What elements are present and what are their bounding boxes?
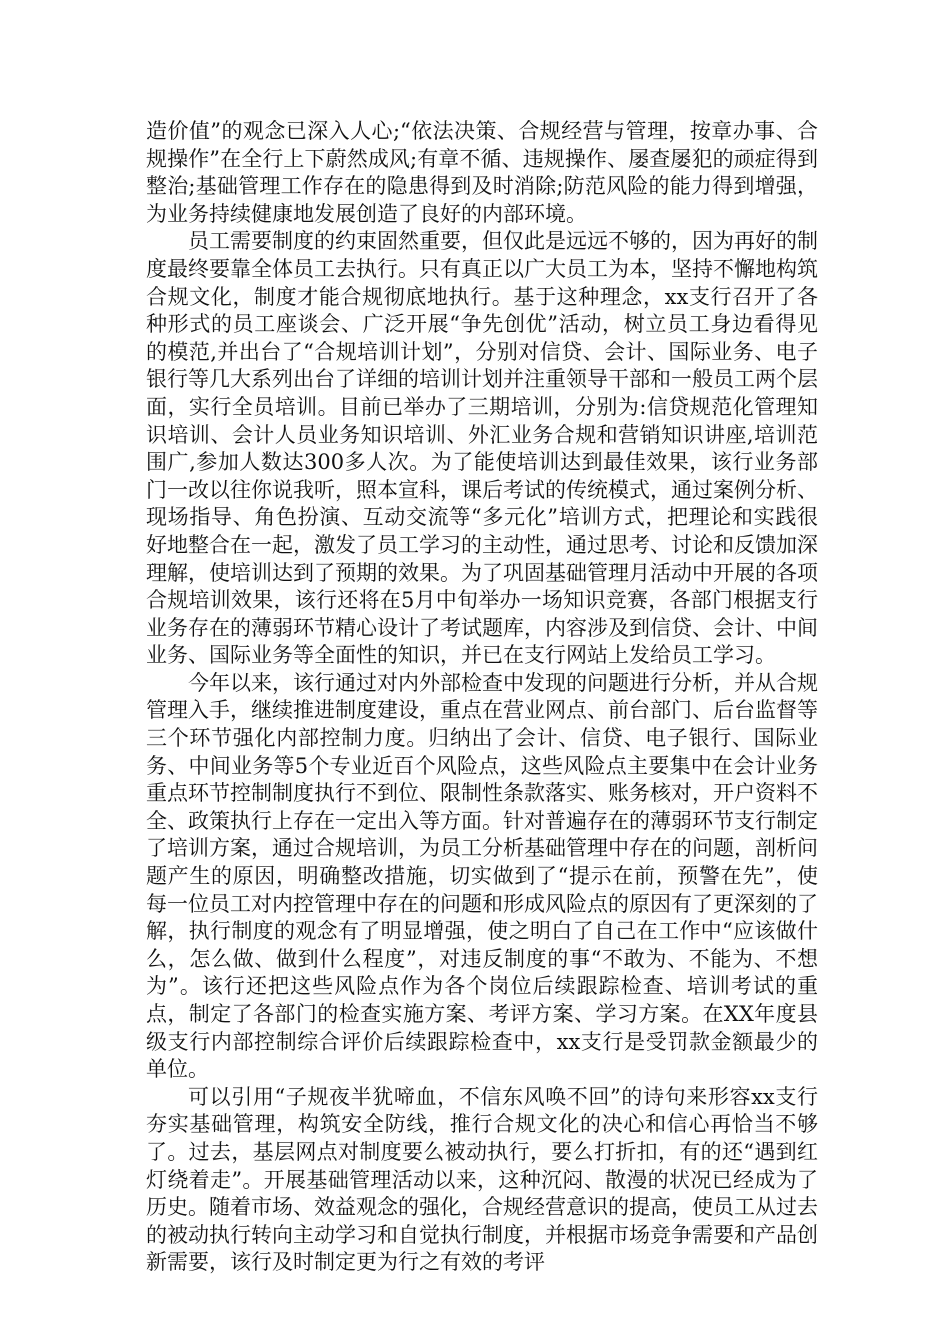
paragraph-risk-control: 今年以来，该行通过对内外部检查中发现的问题进行分析，并从合规管理入手，继续推进制度建设，重点在营业网点、前台部门、后台监督等三个环节强化内部控制力度。归纳出了会计、信贷、电子银行、国际业务、中间业务等5个专业近百个风险点，这些风险点主要集中在会计业务重点环节控制制度执行不到位、限制性条款落实、账务核对，开户资料不全、政策执行上存在一定出入等方面。针对普遍存在的薄弱环节支行制定了培训方案，通过合规培训，为员工分析基础管理中存在的问题，剖析问题产生的原因，明确整改措施，切实做到了“提示在前，预警在先”，使每一位员工对内控管理中存在的问题和形成风险点的原因有了更深刻的了解，执行制度的观念有了明显增强，使之明白了自己在工作中“应该做什么，怎么做、做到什么程度”，对违反制度的事“不敢为、不能为、不想为”。该行还把这些风险点作为各个岗位后续跟踪检查、培训考试的重点，制定了各部门的检查实施方案、考评方案、学习方案。在XX年度县级支行内部控制综合评价后续跟踪检查中，xx支行是受罚款金额最少的单位。: [146, 670, 818, 1082]
paragraph-compliance-culture: 可以引用“子规夜半犹啼血，不信东风唤不回”的诗句来形容xx支行夯实基础管理，构筑安全防线，推行合规文化的决心和信心再恰当不够了。过去，基层网点对制度要么被动执行，要么打折扣，有的还“遇到红灯绕着走”。开展基础管理活动以来，这种沉闷、散漫的状况已经成为了历史。随着市场、效益观念的强化，合规经营意识的提高，使员工从过去的被动执行转向主动学习和自觉执行制度，并根据市场竞争需要和产品创新需要，该行及时制定更为行之有效的考评: [146, 1084, 818, 1275]
document-page: [146, 118, 818, 1277]
paragraph-continuation: 造价值”的观念已深入人心;“依法决策、合规经营与管理，按章办事、合规操作”在全行上下蔚然成风;有章不循、违规操作、屡查屡犯的顽症得到整治;基础管理工作存在的隐患得到及时消除;防范风险的能力得到增强，为业务持续健康地发展创造了良好的内部环境。: [146, 119, 818, 226]
paragraph-training: 员工需要制度的约束固然重要，但仅此是远远不够的，因为再好的制度最终要靠全体员工去执行。只有真正以广大员工为本，坚持不懈地构筑合规文化，制度才能合规彻底地执行。基于这种理念，xx支行召开了各种形式的员工座谈会、广泛开展“争先创优”活动，树立员工身边看得见的模范,并出台了“合规培训计划”，分别对信贷、会计、国际业务、电子银行等几大系列出台了详细的培训计划并注重领导干部和一般员工两个层面，实行全员培训。目前已举办了三期培训，分别为:信贷规范化管理知识培训、会计人员业务知识培训、外汇业务合规和营销知识讲座,培训范围广,参加人数达300多人次。为了能使培训达到最佳效果，该行业务部门一改以往你说我听，照本宣科，课后考试的传统模式，通过案例分析、现场指导、角色扮演、互动交流等“多元化”培训方式，把理论和实践很好地整合在一起，激发了员工学习的主动性，通过思考、讨论和反馈加深理解，使培训达到了预期的效果。为了巩固基础管理月活动中开展的各项合规培训效果，该行还将在5月中旬举办一场知识竞赛，各部门根据支行业务存在的薄弱环节精心设计了考试题库，内容涉及到信贷、会计、中间业务、国际业务等全面性的知识，并已在支行网站上发给员工学习。: [146, 229, 818, 668]
